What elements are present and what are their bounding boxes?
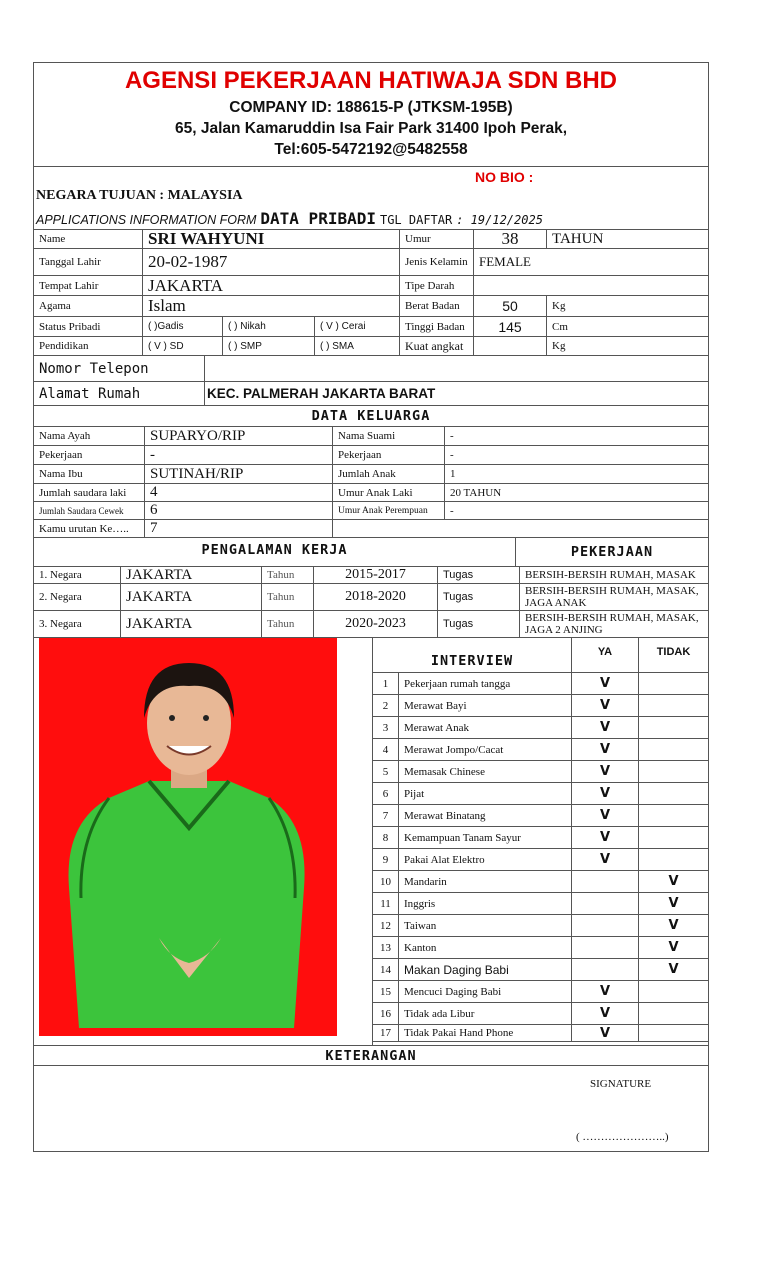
ya-check: V xyxy=(571,849,638,870)
jenis-kelamin-label: Jenis Kelamin xyxy=(399,249,473,275)
interview-no: 4 xyxy=(382,743,389,756)
telepon-value xyxy=(204,356,708,381)
interview-item: Merawat Jompo/Cacat xyxy=(398,739,571,760)
pekerjaan2-value: - xyxy=(444,446,708,464)
name-value: SRI WAHYUNI xyxy=(142,230,399,248)
tidak-check xyxy=(638,761,708,782)
interview-no: 17 xyxy=(380,1027,391,1039)
tgl-daftar-value: : 19/12/2025 xyxy=(456,213,543,227)
agency-phone: Tel:605-5472192@5482558 xyxy=(274,141,468,158)
kuat-value xyxy=(473,337,546,355)
data-keluarga-title: DATA KELUARGA xyxy=(311,408,431,424)
tidak-check xyxy=(638,783,708,804)
interview-no: 14 xyxy=(380,963,391,976)
tidak-check xyxy=(638,673,708,694)
tidak-check xyxy=(638,1003,708,1024)
tugas-label: Tugas xyxy=(437,611,519,637)
interview-no: 3 xyxy=(382,721,389,734)
interview-no: 13 xyxy=(380,941,391,954)
tgl-lahir-value: 20-02-1987 xyxy=(142,249,399,275)
ya-check: V xyxy=(571,805,638,826)
tahun-label: Tahun xyxy=(261,611,313,637)
job-description: BERSIH-BERSIH RUMAH, MASAK, JAGA 2 ANJING xyxy=(519,611,708,637)
interview-row xyxy=(373,871,708,893)
tidak-check xyxy=(638,805,708,826)
tinggi-unit: Cm xyxy=(546,317,708,336)
name-label: Name xyxy=(39,233,66,245)
interview-item: Kemampuan Tanam Sayur xyxy=(398,827,571,848)
ayah-value: SUPARYO/RIP xyxy=(144,427,332,445)
signature-line: ( …………………..) xyxy=(576,1131,669,1143)
application-form xyxy=(33,62,709,1152)
person-photo-image xyxy=(39,638,337,1036)
ya-check: V xyxy=(571,783,638,804)
tgl-daftar-label: TGL DAFTAR xyxy=(379,213,453,227)
row-saudara-laki xyxy=(34,484,708,502)
signature-label: SIGNATURE xyxy=(590,1078,652,1090)
ya-check: V xyxy=(571,827,638,848)
interview-no: 12 xyxy=(380,919,391,932)
berat-value: 50 xyxy=(473,296,546,316)
interview-title: INTERVIEW xyxy=(430,653,514,669)
ya-check: V xyxy=(571,1025,638,1041)
umur-value: 38 xyxy=(473,230,546,248)
row-alamat xyxy=(34,382,708,406)
agency-address: 65, Jalan Kamaruddin Isa Fair Park 31400 Ipoh Perak, xyxy=(175,120,567,137)
interview-row xyxy=(373,849,708,871)
keterangan-header xyxy=(34,1045,708,1066)
saudara-cewek-label: Jumlah Saudara Cewek xyxy=(39,505,124,516)
row-pendidikan xyxy=(34,337,708,356)
interview-panel xyxy=(372,638,708,1045)
interview-item: Merawat Anak xyxy=(398,717,571,738)
interview-item: Taiwan xyxy=(398,915,571,936)
ya-check: V xyxy=(571,981,638,1002)
pekerjaan-label: Pekerjaan xyxy=(39,449,83,461)
interview-item: Mencuci Daging Babi xyxy=(398,981,571,1002)
interview-no: 10 xyxy=(380,875,391,888)
interview-item: Pijat xyxy=(398,783,571,804)
tempat-lahir-label: Tempat Lahir xyxy=(39,279,99,292)
umur-anak-perempuan-label: Umur Anak Perempuan xyxy=(332,502,444,519)
tahun-label: Tahun xyxy=(261,584,313,610)
interview-row xyxy=(373,937,708,959)
interview-row xyxy=(373,805,708,827)
pekerjaan-value: - xyxy=(144,446,332,464)
interview-row xyxy=(373,827,708,849)
tinggi-value: 145 xyxy=(473,317,546,336)
tidak-check: V xyxy=(638,871,708,892)
interview-row xyxy=(373,1025,708,1042)
interview-row xyxy=(373,739,708,761)
umur-label: Umur xyxy=(399,230,473,248)
interview-item: Inggris xyxy=(398,893,571,914)
data-keluarga-header xyxy=(34,406,708,427)
tidak-check: V xyxy=(638,959,708,980)
ya-check: V xyxy=(571,1003,638,1024)
status-nikah: ( ) Nikah xyxy=(222,317,314,336)
negara-tujuan: NEGARA TUJUAN : MALAYSIA xyxy=(36,188,243,203)
row-tempat-lahir xyxy=(34,276,708,296)
interview-item: Pekerjaan rumah tangga xyxy=(398,673,571,694)
interview-row xyxy=(373,1003,708,1025)
saudara-laki-label: Jumlah saudara laki xyxy=(39,486,127,499)
tidak-check xyxy=(638,739,708,760)
kuat-label: Kuat angkat xyxy=(399,337,473,355)
interview-item: Kanton xyxy=(398,937,571,958)
agama-label: Agama xyxy=(39,300,71,312)
jumlah-anak-value: 1 xyxy=(444,465,708,483)
no-bio: NO BIO : xyxy=(475,169,534,185)
pekerjaan-title: PEKERJAAN xyxy=(515,538,708,566)
urutan-value: 7 xyxy=(144,520,332,537)
interview-no: 9 xyxy=(382,853,389,866)
row-name xyxy=(34,229,708,249)
row-urutan xyxy=(34,520,708,538)
interview-item: Pakai Alat Elektro xyxy=(398,849,571,870)
interview-item: Mandarin xyxy=(398,871,571,892)
app-form-label: APPLICATIONS INFORMATION FORM xyxy=(36,213,257,227)
berat-label: Berat Badan xyxy=(399,296,473,316)
interview-no: 7 xyxy=(382,809,389,822)
ya-check: V xyxy=(571,695,638,716)
umur-unit: TAHUN xyxy=(546,230,708,248)
interview-no: 1 xyxy=(382,677,389,690)
data-pribadi-title: DATA PRIBADI xyxy=(260,209,376,228)
urutan-blank xyxy=(332,520,708,537)
ya-check xyxy=(571,959,638,980)
interview-item: Tidak Pakai Hand Phone xyxy=(398,1025,571,1041)
negara-value: JAKARTA xyxy=(120,567,261,583)
ya-header: YA xyxy=(571,638,638,672)
interview-no: 2 xyxy=(382,699,389,712)
experience-row xyxy=(34,567,708,584)
row-ayah xyxy=(34,427,708,446)
alamat-label: Alamat Rumah xyxy=(39,385,141,402)
umur-anak-perempuan-value: - xyxy=(444,502,708,519)
letterhead xyxy=(34,65,708,167)
interview-no: 8 xyxy=(382,831,389,844)
ya-check: V xyxy=(571,717,638,738)
kuat-unit: Kg xyxy=(546,337,708,355)
ya-check xyxy=(571,893,638,914)
negara-value: JAKARTA xyxy=(120,584,261,610)
tidak-check: V xyxy=(638,915,708,936)
pend-sd: ( V ) SD xyxy=(142,337,222,355)
interview-no: 6 xyxy=(382,787,389,800)
interview-row xyxy=(373,981,708,1003)
interview-row xyxy=(373,959,708,981)
alamat-value: KEC. PALMERAH JAKARTA BARAT xyxy=(204,382,708,405)
pendidikan-label: Pendidikan xyxy=(39,340,89,352)
tahun-value: 2018-2020 xyxy=(313,584,437,610)
interview-row xyxy=(373,717,708,739)
tidak-check xyxy=(638,981,708,1002)
negara-label: 2. Negara xyxy=(39,591,82,603)
ibu-value: SUTINAH/RIP xyxy=(144,465,332,483)
status-cerai: ( V ) Cerai xyxy=(314,317,399,336)
agama-value: Islam xyxy=(142,296,399,316)
suami-label: Nama Suami xyxy=(332,427,444,445)
ya-check xyxy=(571,915,638,936)
row-agama xyxy=(34,296,708,317)
experience-row xyxy=(34,611,708,638)
ya-check: V xyxy=(571,761,638,782)
job-description: BERSIH-BERSIH RUMAH, MASAK xyxy=(519,567,708,583)
interview-row xyxy=(373,893,708,915)
jenis-kelamin-value: FEMALE xyxy=(473,249,708,275)
negara-label: 1. Negara xyxy=(39,569,82,581)
interview-item: Tidak ada Libur xyxy=(398,1003,571,1024)
row-pekerjaan xyxy=(34,446,708,465)
saudara-laki-value: 4 xyxy=(144,484,332,501)
interview-item: Memasak Chinese xyxy=(398,761,571,782)
pengalaman-header xyxy=(34,538,708,567)
interview-no: 16 xyxy=(380,1007,391,1020)
company-id: COMPANY ID: 188615-P (JTKSM-195B) xyxy=(229,99,513,116)
tinggi-label: Tinggi Badan xyxy=(399,317,473,336)
keterangan-title: KETERANGAN xyxy=(325,1047,417,1064)
tidak-check: V xyxy=(638,937,708,958)
negara-value: JAKARTA xyxy=(120,611,261,637)
pend-sma: ( ) SMA xyxy=(314,337,399,355)
tidak-check xyxy=(638,695,708,716)
ya-check: V xyxy=(571,739,638,760)
tidak-check: V xyxy=(638,893,708,914)
interview-row xyxy=(373,915,708,937)
row-tanggal-lahir xyxy=(34,249,708,276)
interview-row xyxy=(373,695,708,717)
photo xyxy=(39,638,337,1036)
row-ibu xyxy=(34,465,708,484)
row-status xyxy=(34,317,708,337)
interview-header xyxy=(373,638,708,673)
interview-no: 5 xyxy=(382,765,389,778)
tugas-label: Tugas xyxy=(437,584,519,610)
ya-check: V xyxy=(571,673,638,694)
pekerjaan2-label: Pekerjaan xyxy=(332,446,444,464)
tahun-value: 2020-2023 xyxy=(313,611,437,637)
agency-name: AGENSI PEKERJAAN HATIWAJA SDN BHD xyxy=(124,67,618,94)
tipe-darah-label: Tipe Darah xyxy=(399,276,473,295)
berat-unit: Kg xyxy=(546,296,708,316)
suami-value: - xyxy=(444,427,708,445)
pengalaman-title: PENGALAMAN KERJA xyxy=(201,542,348,558)
interview-item: Makan Daging Babi xyxy=(398,959,571,980)
tidak-check xyxy=(638,827,708,848)
status-label: Status Pribadi xyxy=(39,320,101,333)
saudara-cewek-value: 6 xyxy=(144,502,332,519)
tidak-check xyxy=(638,1025,708,1041)
ya-check xyxy=(571,937,638,958)
row-telepon xyxy=(34,356,708,382)
pend-smp: ( ) SMP xyxy=(222,337,314,355)
urutan-label: Kamu urutan Ke….. xyxy=(39,522,129,535)
ibu-label: Nama Ibu xyxy=(39,468,83,480)
tgl-lahir-label: Tanggal Lahir xyxy=(39,256,101,268)
tahun-value: 2015-2017 xyxy=(313,567,437,583)
tugas-label: Tugas xyxy=(437,567,519,583)
interview-no: 11 xyxy=(380,897,391,910)
experience-row xyxy=(34,584,708,611)
job-description: BERSIH-BERSIH RUMAH, MASAK, JAGA ANAK xyxy=(519,584,708,610)
tipe-darah-value xyxy=(473,276,708,295)
interview-no: 15 xyxy=(380,985,391,998)
telepon-label: Nomor Telepon xyxy=(39,360,149,377)
negara-label: 3. Negara xyxy=(39,618,82,630)
tidak-check xyxy=(638,717,708,738)
tidak-check xyxy=(638,849,708,870)
interview-item: Merawat Binatang xyxy=(398,805,571,826)
tidak-header: TIDAK xyxy=(638,638,708,672)
jumlah-anak-label: Jumlah Anak xyxy=(332,465,444,483)
tempat-lahir-value: JAKARTA xyxy=(142,276,399,295)
umur-anak-laki-label: Umur Anak Laki xyxy=(332,484,444,501)
ayah-label: Nama Ayah xyxy=(39,430,91,442)
ya-check xyxy=(571,871,638,892)
interview-row xyxy=(373,783,708,805)
umur-anak-laki-value: 20 TAHUN xyxy=(444,484,708,501)
form-title-line xyxy=(36,209,543,229)
status-gadis: ( )Gadis xyxy=(142,317,222,336)
interview-row xyxy=(373,673,708,695)
tahun-label: Tahun xyxy=(261,567,313,583)
interview-item: Merawat Bayi xyxy=(398,695,571,716)
row-saudara-cewek xyxy=(34,502,708,520)
interview-row xyxy=(373,761,708,783)
